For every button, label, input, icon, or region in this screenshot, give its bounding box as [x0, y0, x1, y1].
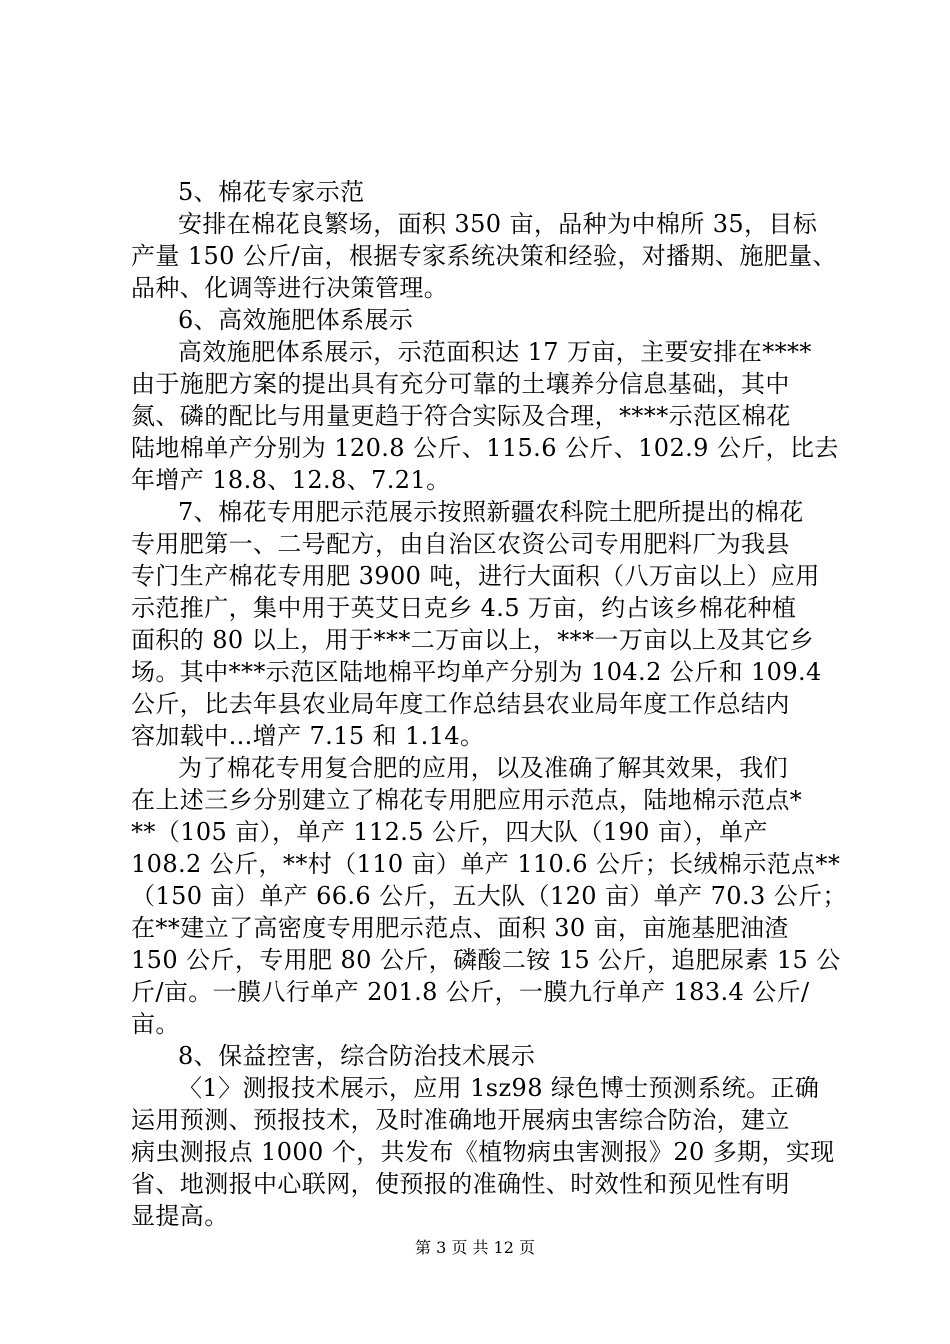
text-line: 在上述三乡分别建立了棉花专用肥应用示范点，陆地棉示范点* — [131, 786, 803, 814]
text-line: 〈1〉测报技术展示，应用 1sz98 绿色博士预测系统。正确 — [178, 1074, 820, 1102]
text-line: 亩。 — [131, 1010, 180, 1038]
heading-5: 5、棉花专家示范 — [178, 178, 365, 206]
text-line: 陆地棉单产分别为 120.8 公斤、115.6 公斤、102.9 公斤，比去 — [131, 434, 839, 462]
heading-7: 7、棉花专用肥示范展示按照新疆农科院土肥所提出的棉花 — [178, 498, 804, 526]
text-line: 在**建立了高密度专用肥示范点、面积 30 亩，亩施基肥油渣 — [131, 914, 789, 942]
text-line: 由于施肥方案的提出具有充分可靠的土壤养分信息基础，其中 — [131, 370, 790, 398]
text-line: **（105 亩），单产 112.5 公斤，四大队（190 亩），单产 — [131, 818, 768, 846]
text-line: 公斤，比去年县农业局年度工作总结县农业局年度工作总结内 — [131, 690, 790, 718]
text-line: 安排在棉花良繁场，面积 350 亩，品种为中棉所 35，目标 — [178, 210, 818, 238]
heading-6: 6、高效施肥体系展示 — [178, 306, 414, 334]
text-line: 专用肥第一、二号配方，由自治区农资公司专用肥料厂为我县 — [131, 530, 790, 558]
text-line: 150 公斤，专用肥 80 公斤，磷酸二铵 15 公斤，追肥尿素 15 公 — [131, 946, 841, 974]
heading-8: 8、保益控害，综合防治技术展示 — [178, 1042, 536, 1070]
text-line: 容加载中...增产 7.15 和 1.14。 — [131, 722, 485, 750]
text-line: 氮、磷的配比与用量更趋于符合实际及合理，****示范区棉花 — [131, 402, 791, 430]
text-line: 专门生产棉花专用肥 3900 吨，进行大面积（八万亩以上）应用 — [131, 562, 820, 590]
text-line: 病虫测报点 1000 个，共发布《植物病虫害测报》20 多期，实现 — [131, 1138, 835, 1166]
text-line: （150 亩）单产 66.6 公斤，五大队（120 亩）单产 70.3 公斤； — [131, 882, 847, 910]
text-line: 年增产 18.8、12.8、7.21。 — [131, 466, 451, 494]
text-line: 场。其中***示范区陆地棉平均单产分别为 104.2 公斤和 109.4 — [131, 658, 822, 686]
text-line: 品种、化调等进行决策管理。 — [131, 274, 449, 302]
text-line: 为了棉花专用复合肥的应用，以及准确了解其效果，我们 — [178, 754, 788, 782]
text-line: 产量 150 公斤/亩，根据专家系统决策和经验，对播期、施肥量、 — [131, 242, 837, 270]
text-line: 面积的 80 以上，用于***二万亩以上，***一万亩以上及其它乡 — [131, 626, 814, 654]
text-line: 斤/亩。一膜八行单产 201.8 公斤，一膜九行单产 183.4 公斤/ — [131, 978, 810, 1006]
text-line: 运用预测、预报技术，及时准确地开展病虫害综合防治，建立 — [131, 1106, 790, 1134]
text-line: 108.2 公斤，**村（110 亩）单产 110.6 公斤；长绒棉示范点** — [131, 850, 841, 878]
page-footer: 第 3 页 共 12 页 — [415, 1238, 535, 1257]
text-line: 显提高。 — [131, 1202, 229, 1230]
text-line: 示范推广，集中用于英艾日克乡 4.5 万亩，约占该乡棉花种植 — [131, 594, 797, 622]
text-line: 高效施肥体系展示，示范面积达 17 万亩，主要安排在**** — [178, 338, 812, 366]
text-line: 省、地测报中心联网，使预报的准确性、时效性和预见性有明 — [131, 1170, 790, 1198]
